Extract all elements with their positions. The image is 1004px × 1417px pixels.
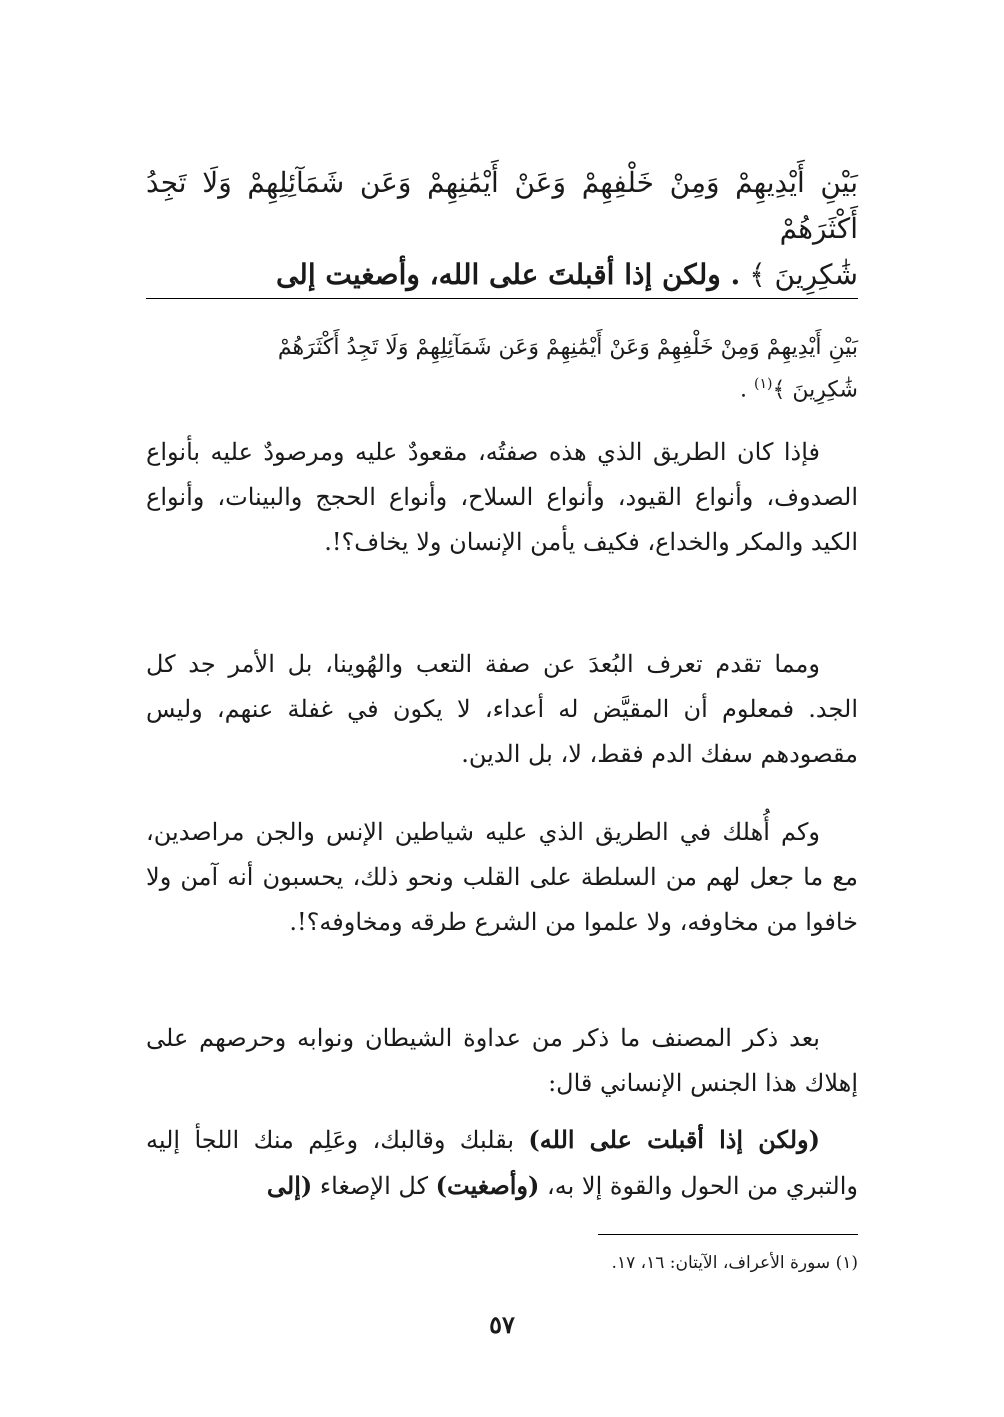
top-verse-block [146, 160, 858, 298]
footnote-marker: (١) [835, 1253, 858, 1273]
footnote-text: سورة الأعراف، الآيتان: ١٦، ١٧. [611, 1253, 831, 1273]
top-verse-end: شَٰكِرِينَ ﴾ [749, 258, 858, 291]
paragraph-1: فإذا كان الطريق الذي هذه صفتُه، مقعودٌ عليه ومرصودٌ عليه بأنواع الصدوف، وأنواع القيود، وأنواع السلاح، وأنواع الحجج والبينات، وأنواع الكيد والمكر والخداع، فكيف يأمن الإنسان ولا يخاف؟!. [146, 438, 858, 556]
footnote-divider [598, 1234, 858, 1235]
paragraph-4: بعد ذكر المصنف ما ذكر من عداوة الشيطان ونوابه وحرصهم على إهلاك هذا الجنس الإنساني قال: [146, 1024, 858, 1097]
bold-phrase-2: (وأصغيت) [435, 1171, 540, 1200]
footnote-ref: (١) [754, 376, 773, 392]
quoted-verse-block [146, 330, 858, 408]
quoted-verse-stop: . [740, 377, 755, 403]
page-number: ٥٧ [489, 1310, 515, 1339]
paragraph-2: ومما تقدم تعرف البُعدَ عن صفة التعب والهُوينا، بل الأمر جد كل الجد. فمعلوم أن المقيَّض له أعداء، لا يكون في غفلة عنهم، وليس مقصودهم سفك الدم فقط، لا، بل الدين. [146, 650, 858, 768]
footnote [146, 1250, 858, 1276]
bold-phrase-3: (إلى [266, 1171, 313, 1200]
quoted-verse-line-1: بَيْنِ أَيْدِيهِمْ وَمِنْ خَلْفِهِمْ وَعَنْ أَيْمَٰنِهِمْ وَعَن شَمَآئِلِهِمْ وَلَا تَجِدُ أَكْثَرَهُمْ [277, 335, 858, 360]
quoted-verse-line-2 [146, 366, 858, 408]
top-verse-line-2 [146, 252, 858, 298]
p5-text-1: بقلبك وقالبك، وعَلِم منك اللجأ إليه والتبري من الحول والقوة إلا به، [146, 1126, 858, 1200]
paragraph-5 [146, 1117, 858, 1209]
paragraph-3: وكم أُهلك في الطريق الذي عليه شياطين الإنس والجن مراصدين، مع ما جعل لهم من السلطة على القلب ونحو ذلك، يحسبون أنه آمن ولا خافوا من مخاوفه، ولا علموا من الشرع طرقه ومخاوفه؟!. [146, 818, 859, 936]
quoted-verse-end: شَٰكِرِينَ ﴾ [772, 377, 858, 403]
p5-text-2: كل الإصغاء [312, 1172, 436, 1200]
top-commentary-heading: . ولكن إذا أقبلتَ على الله، وأصغيت إلى [275, 258, 741, 291]
top-verse-line-1: بَيْنِ أَيْدِيهِمْ وَمِنْ خَلْفِهِمْ وَعَنْ أَيْمَٰنِهِمْ وَعَن شَمَآئِلِهِمْ وَلَا تَجِدُ أَكْثَرَهُمْ [146, 166, 858, 245]
bold-phrase-1: (ولكن إذا أقبلت على الله) [528, 1125, 820, 1154]
section-divider [146, 298, 858, 299]
